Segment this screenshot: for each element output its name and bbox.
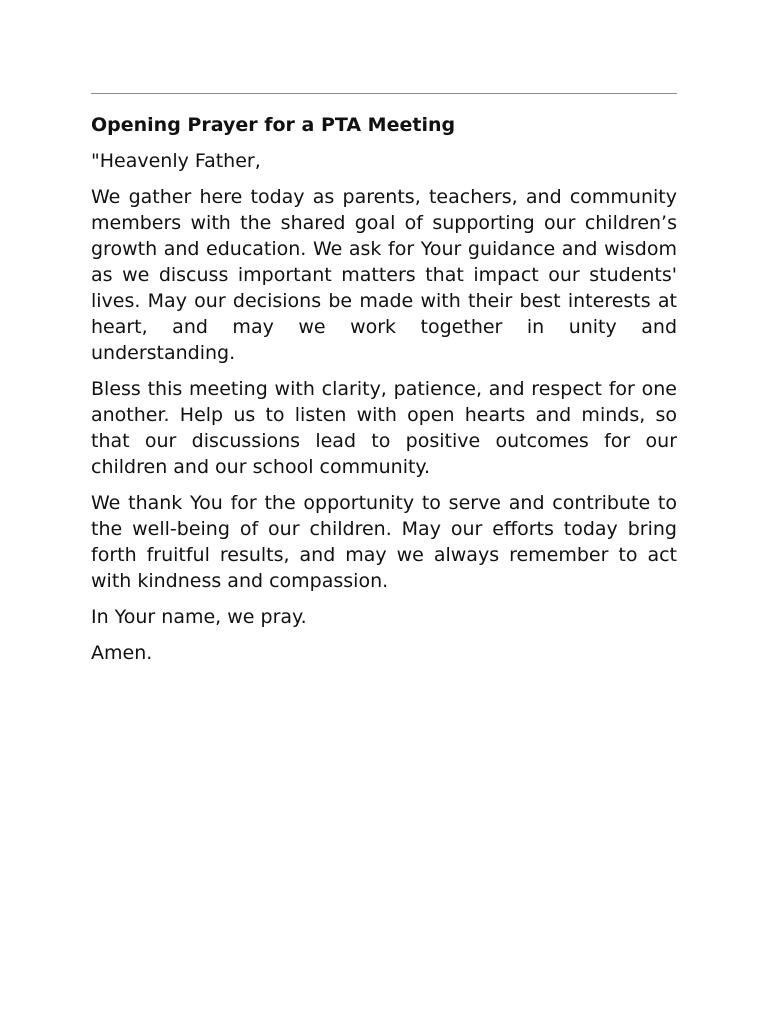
amen-paragraph: Amen.: [91, 642, 153, 664]
body-paragraph-gather: We gather here today as parents, teachers, and community members with the shared goal of supporting our children’s growth and education. We ask for Your guidance and wisdom as we discuss important matters that impact our students' lives. May our decisions be made with their best interests at heart, and may we work together in unity and understanding.: [91, 186, 677, 364]
document-title: Opening Prayer for a PTA Meeting: [91, 114, 456, 136]
salutation-paragraph: "Heavenly Father,: [91, 150, 261, 172]
document-page: [91, 93, 677, 676]
horizontal-rule: [91, 93, 677, 94]
body-paragraph-thanks: We thank You for the opportunity to serve and contribute to the well-being of our children. May our efforts today bring forth fruitful results, and may we always remember to act with kindness and compassion.: [91, 492, 677, 592]
body-paragraph-bless: Bless this meeting with clarity, patience, and respect for one another. Help us to listen with open hearts and minds, so that our discussions lead to positive outcomes for our children and our school community.: [91, 378, 677, 478]
closing-paragraph: In Your name, we pray.: [91, 606, 307, 628]
